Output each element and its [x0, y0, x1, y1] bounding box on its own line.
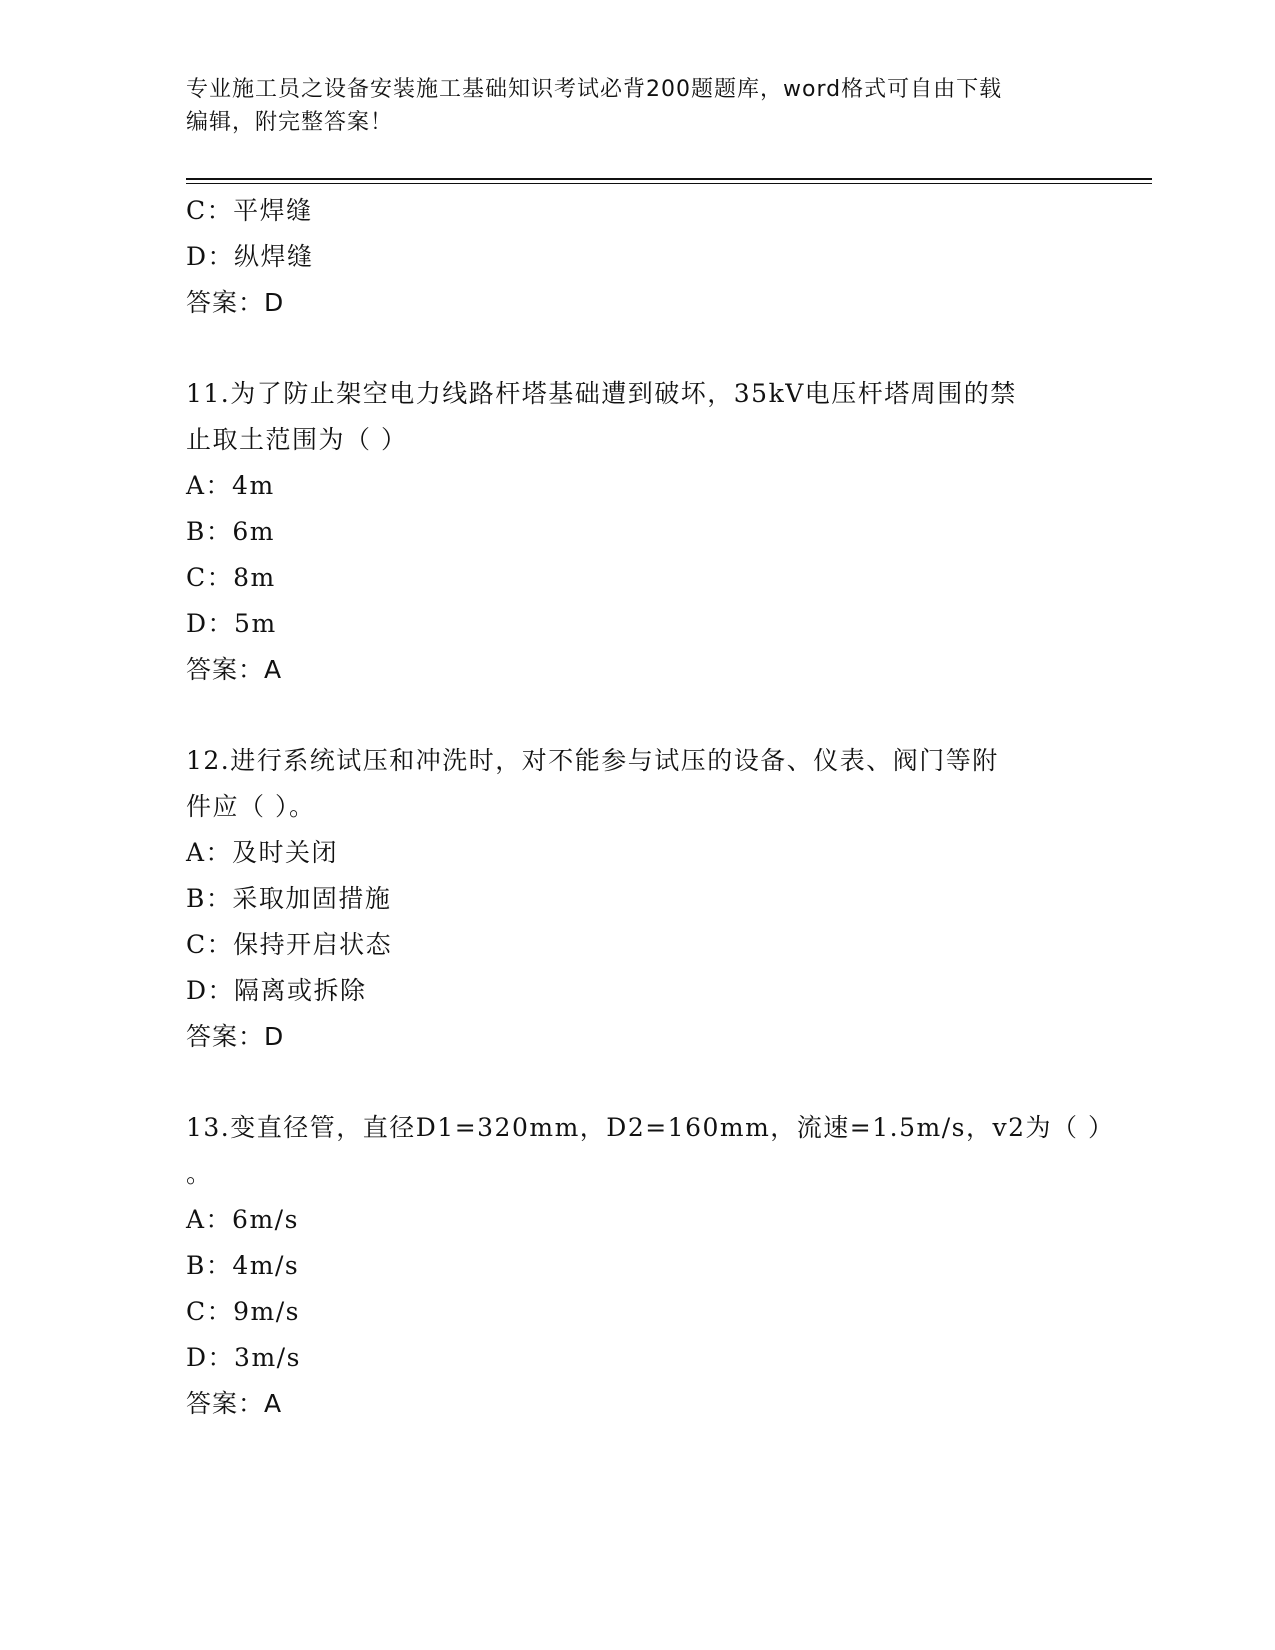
- document-body: [186, 188, 1115, 1427]
- question-13: [186, 1105, 1115, 1427]
- document-header: [186, 73, 1086, 139]
- option-c: C：9m/s: [186, 1297, 300, 1326]
- option-d: D：纵焊缝: [186, 242, 314, 271]
- option-b: B：4m/s: [186, 1251, 300, 1280]
- option-c: C：平焊缝: [186, 196, 313, 225]
- header-line-2: 编辑，附完整答案！: [186, 110, 394, 135]
- question-text-line-2: 件应（ ）。: [186, 792, 316, 821]
- option-d: D：3m/s: [186, 1343, 301, 1372]
- answer-line: 答案：A: [186, 655, 283, 684]
- answer-line: 答案：D: [186, 1022, 285, 1051]
- option-a: A：4m: [186, 471, 275, 500]
- header-divider-thin: [186, 183, 1152, 184]
- option-a: A：6m/s: [186, 1205, 299, 1234]
- question-text-line-1: 13.变直径管，直径D1=320mm，D2=160mm，流速=1.5m/s，v2为（ ）: [186, 1113, 1115, 1142]
- question-11: [186, 371, 1086, 693]
- question-text-line-2: 。: [186, 1159, 213, 1188]
- question-12: [186, 738, 1086, 1060]
- answer-line: 答案：A: [186, 1389, 283, 1418]
- answer-line: 答案：D: [186, 288, 285, 317]
- option-d: D：5m: [186, 609, 277, 638]
- question-text-line-2: 止取土范围为（ ）: [186, 425, 408, 454]
- question-text-line-1: 11.为了防止架空电力线路杆塔基础遭到破坏，35kV电压杆塔周围的禁: [186, 379, 1017, 408]
- option-d: D：隔离或拆除: [186, 976, 367, 1005]
- header-line-1: 专业施工员之设备安装施工基础知识考试必背200题题库，word格式可自由下载: [186, 77, 1003, 102]
- option-c: C：8m: [186, 563, 276, 592]
- question-10-tail: [186, 188, 1086, 326]
- option-b: B：采取加固措施: [186, 884, 392, 913]
- option-c: C：保持开启状态: [186, 930, 393, 959]
- header-divider-thick: [186, 178, 1152, 180]
- option-b: B：6m: [186, 517, 275, 546]
- option-a: A：及时关闭: [186, 838, 339, 867]
- question-text-line-1: 12.进行系统试压和冲洗时，对不能参与试压的设备、仪表、阀门等附: [186, 746, 999, 775]
